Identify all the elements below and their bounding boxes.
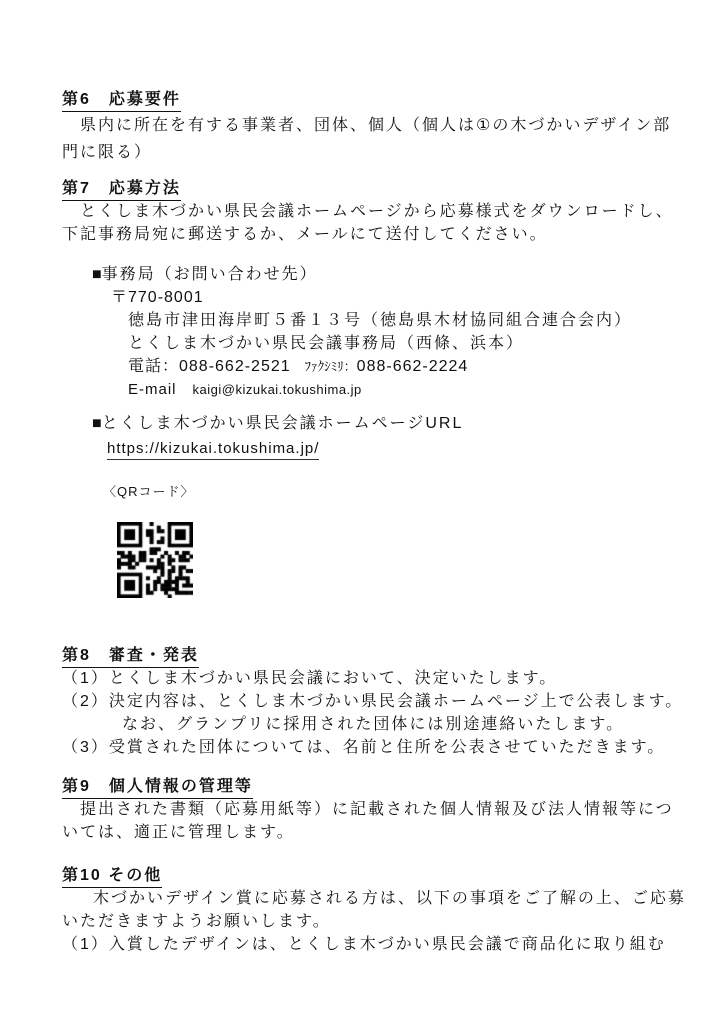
section7-paragraph-line1: とくしま木づかい県民会議ホームページから応募様式をダウンロードし、 <box>80 203 674 220</box>
square-bullet-icon: ■ <box>92 266 102 283</box>
qr-code-caption: 〈QRコード〉 <box>103 484 195 499</box>
qr-code-image <box>117 522 193 598</box>
section6-paragraph-line2: 門に限る） <box>62 144 153 161</box>
section6-paragraph-line1: 県内に所在を有する事業者、団体、個人（個人は①の木づかいデザイン部 <box>80 117 672 134</box>
office-tel-fax-line <box>62 355 700 378</box>
office-email-line <box>62 378 700 401</box>
homepage-title-text: とくしま木づかい県民会議ホームページURL <box>101 415 464 432</box>
homepage-url-line <box>62 437 700 460</box>
square-bullet-icon: ■ <box>92 415 102 432</box>
section8-item2-continuation: なお、グランプリに採用された団体には別途連絡いたします。 <box>122 716 625 733</box>
fax-number: 088-662-2224 <box>356 358 469 375</box>
telephone-number: 電話：088-662-2521 <box>128 358 291 375</box>
section8-heading-text: 第8 審査・発表 <box>62 646 199 668</box>
section6-heading <box>62 88 700 111</box>
section9-heading <box>62 775 700 798</box>
section10-item1: （1）入賞したデザインは、とくしま木づかい県民会議で商品化に取り組む <box>62 936 666 953</box>
email-address: kaigi@kizukai.tokushima.jp <box>192 382 362 397</box>
homepage-url-link[interactable]: https://kizukai.tokushima.jp/ <box>107 440 319 460</box>
section10-heading-text: 第10 その他 <box>62 866 162 888</box>
section7-paragraph-line2: 下記事務局宛に郵送するか、メールにて送付してください。 <box>62 226 548 243</box>
section9-heading-text: 第9 個人情報の管理等 <box>62 777 253 799</box>
section9-paragraph-line1: 提出された書類（応募用紙等）に記載された個人情報及び法人情報等につ <box>80 801 674 818</box>
homepage-title-line <box>62 412 700 435</box>
office-address1: 徳島市津田海岸町５番１３号（徳島県木材協同組合連合会内） <box>128 312 633 329</box>
section7-heading <box>62 177 700 200</box>
email-label: E-mail <box>128 381 177 398</box>
office-address2: とくしま木づかい県民会議事務局（西條、浜本） <box>128 335 525 352</box>
section8-item3: （3）受賞された団体については、名前と住所を公表させていただきます。 <box>62 739 666 756</box>
office-title-text: 事務局（お問い合わせ先） <box>101 266 318 283</box>
section10-paragraph-line1: 木づかいデザイン賞に応募される方は、以下の事項をご了解の上、ご応募 <box>93 890 686 907</box>
section6-heading-text: 第6 応募要件 <box>62 90 181 112</box>
section9-paragraph-line2: いては、適正に管理します。 <box>62 824 295 841</box>
section10-paragraph-line2: いただきますようお願いします。 <box>62 913 331 930</box>
postal-code: 〒770-8001 <box>111 289 204 306</box>
fax-label: ﾌｧｸｼﾐﾘ： <box>304 359 357 374</box>
section10-heading <box>62 864 700 887</box>
section8-item2: （2）決定内容は、とくしま木づかい県民会議ホームページ上で公表します。 <box>62 693 684 710</box>
section7-heading-text: 第7 応募方法 <box>62 179 181 201</box>
section8-heading <box>62 644 700 667</box>
section8-item1: （1）とくしま木づかい県民会議において、決定いたします。 <box>62 670 558 687</box>
office-title-line <box>62 263 700 286</box>
